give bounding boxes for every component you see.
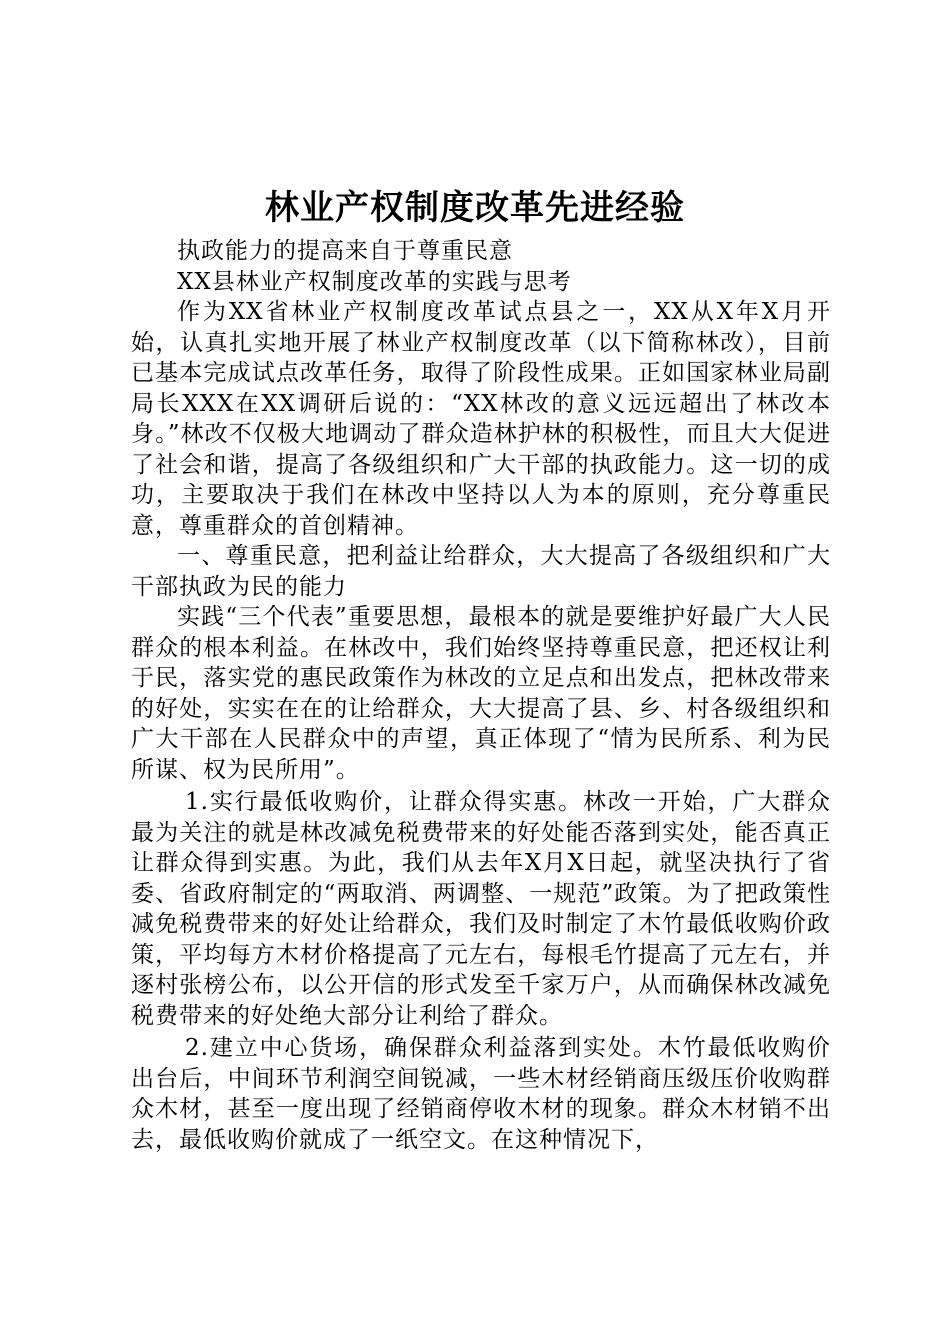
paragraph-intro: 作为XX省林业产权制度改革试点县之一，XX从X年X月开始，认真扎实地开展了林业产权制度改革（以下简称林改），目前已基本完成试点改革任务，取得了阶段性成果。正如国家林业局副局长XXX在XX调研后说的：“XX林改的意义远远超出了林改本身。”林改不仅极大地调动了群众造林护林的积极性，而且大大促进了社会和谐，提高了各级组织和广大干部的执政能力。这一切的成功，主要取决于我们在林改中坚持以人为本的原则，充分尊重民意，尊重群众的首创精神。 <box>131 299 831 539</box>
paragraph-report-heading: XX县林业产权制度改革的实践与思考 <box>177 268 572 295</box>
document-title: 林业产权制度改革先进经验 <box>265 188 685 228</box>
paragraph-section-1: 实践“三个代表”重要思想，最根本的就是要维护好最广大人民群众的根本利益。在林改中，我们始终坚持尊重民意，把还权让利于民，落实党的惠民政策作为林改的立足点和出发点，把林改带来的好处，实实在在的让给群众，大大提高了县、乡、村各级组织和广大干部在人民群众中的声望，真正体现了“情为民所系、利为民所谋、权为民所用”。 <box>131 604 831 783</box>
paragraph-subtitle: 执政能力的提高来自于尊重民意 <box>177 238 513 264</box>
document-body <box>131 236 831 1155</box>
section-heading-1: 一、尊重民意，把利益让给群众，大大提高了各级组织和广大干部执政为民的能力 <box>131 543 831 600</box>
paragraph-item-1: 1.实行最低收购价，让群众得实惠。林改一开始，广大群众最为关注的就是林改减免税费带来的好处能否落到实处，能否真正让群众得到实惠。为此，我们从去年X月X日起，就坚决执行了省委、省政府制定的“两取消、两调整、一规范”政策。为了把政策性减免税费带来的好处让给群众，我们及时制定了木竹最低收购价政策，平均每方木材价格提高了元左右，每根毛竹提高了元左右，并逐村张榜公布，以公开信的形式发至千家万户，从而确保林改减免税费带来的好处绝大部分让利给了群众。 <box>131 789 831 1029</box>
paragraph-item-2: 2.建立中心货场，确保群众利益落到实处。木竹最低收购价出台后，中间环节利润空间锐减，一些木材经销商压级压价收购群众木材，甚至一度出现了经销商停收木材的现象。群众木材销不出去，最低收购价就成了一纸空文。在这种情况下， <box>131 1035 831 1153</box>
